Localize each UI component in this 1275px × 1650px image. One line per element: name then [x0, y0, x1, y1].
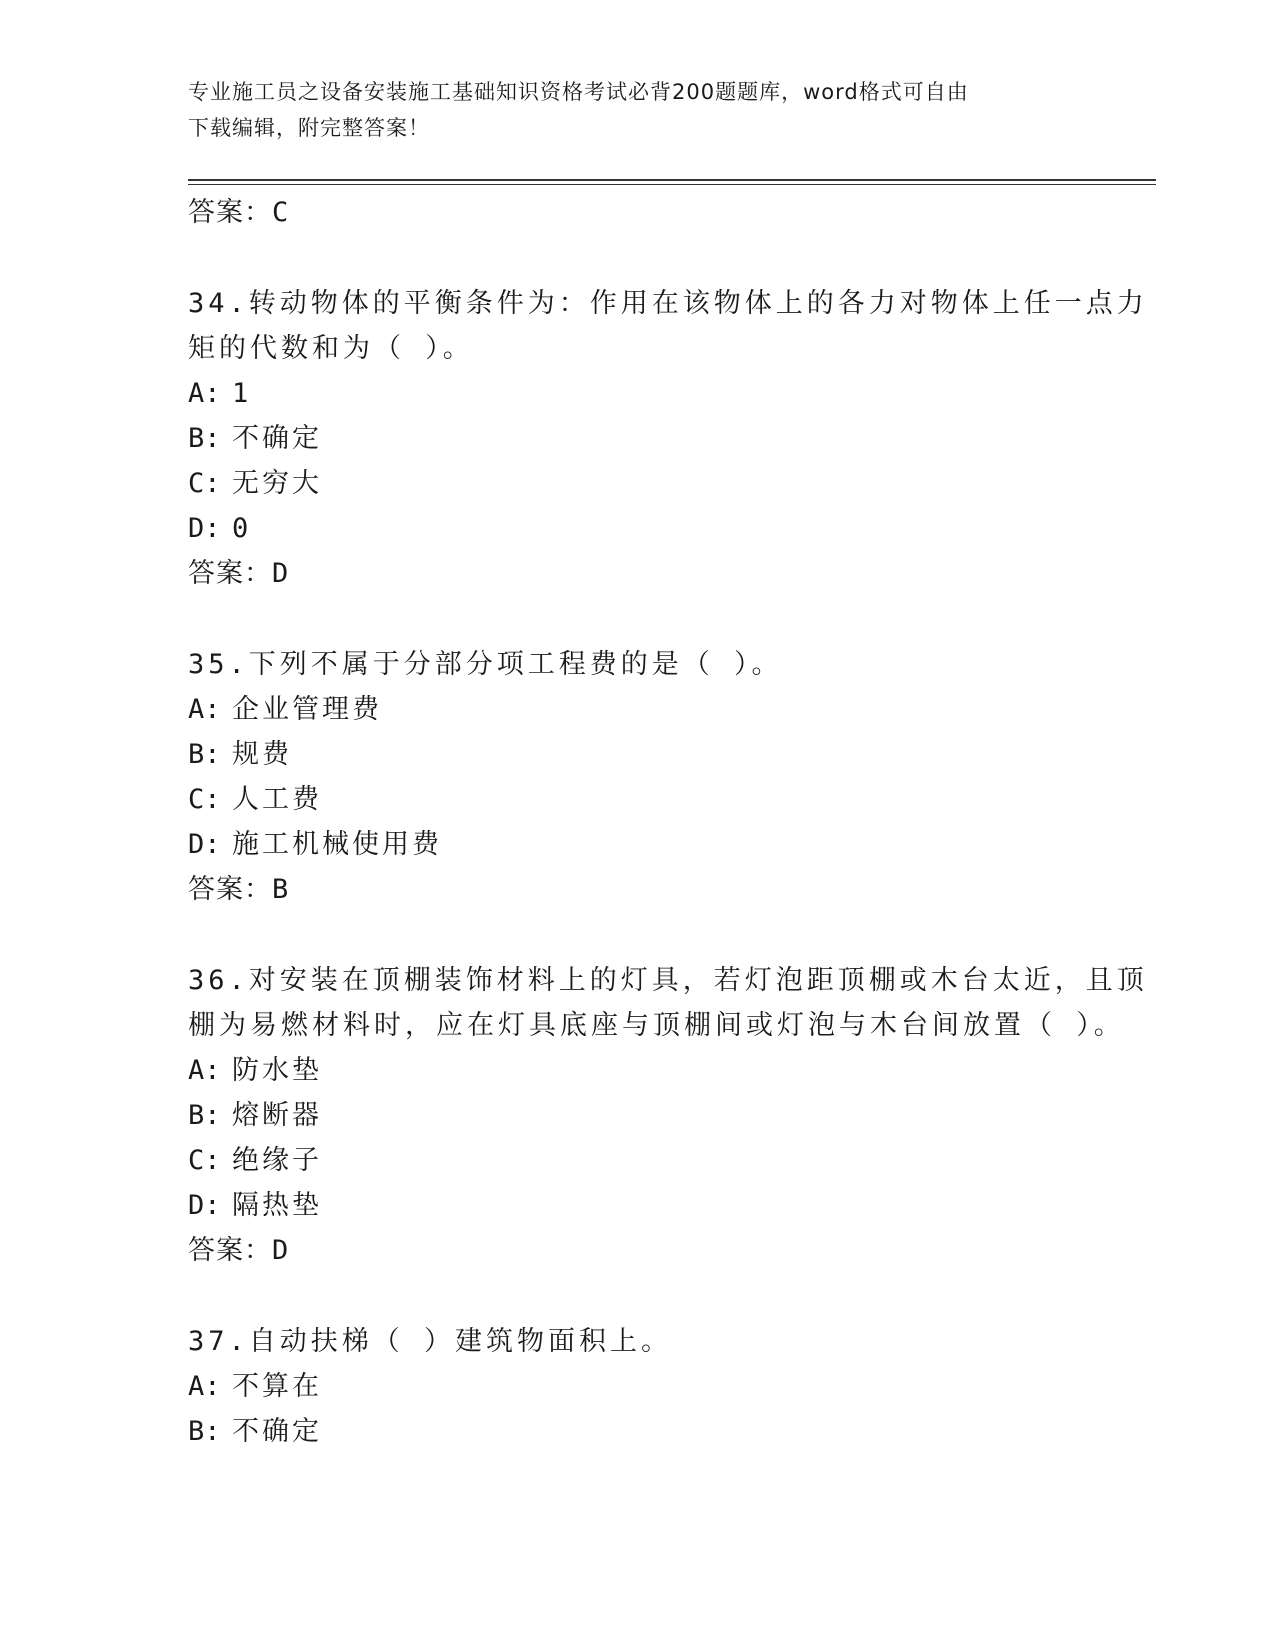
option-d — [188, 506, 1148, 551]
option-c — [188, 777, 1148, 822]
answer-label: 答案： — [188, 874, 272, 905]
option-text: 1 — [232, 378, 252, 409]
question-answer — [188, 551, 1148, 596]
option-b — [188, 1409, 1148, 1454]
question-block — [188, 281, 1148, 596]
option-letter: A: — [188, 1371, 221, 1402]
option-letter: D: — [188, 829, 221, 860]
question-list — [188, 190, 1148, 1454]
option-letter: C: — [188, 1145, 221, 1176]
question-text-line: 34.转动物体的平衡条件为：作用在该物体上的各力对物体上任一点力 — [188, 288, 1148, 319]
document-header — [188, 74, 1088, 146]
answer-label: 答案： — [188, 558, 272, 589]
question-block — [188, 958, 1148, 1273]
option-text: 不算在 — [232, 1371, 322, 1402]
answer-value: D — [272, 558, 290, 589]
option-letter: D: — [188, 1190, 221, 1221]
option-text: 不确定 — [232, 423, 322, 454]
option-a — [188, 371, 1148, 416]
spacer — [188, 235, 1148, 281]
option-letter: C: — [188, 468, 221, 499]
option-c — [188, 1138, 1148, 1183]
question-block — [188, 642, 1148, 912]
header-title-line-2: 下载编辑，附完整答案！ — [188, 116, 430, 140]
question-text-line: 棚为易燃材料时，应在灯具底座与顶棚间或灯泡与木台间放置（ ）。 — [188, 1010, 1125, 1041]
option-text: 企业管理费 — [232, 694, 382, 725]
option-a — [188, 1048, 1148, 1093]
answer-label: 答案： — [188, 197, 272, 228]
answer-value: C — [272, 197, 290, 228]
option-letter: B: — [188, 423, 221, 454]
option-text: 规费 — [232, 739, 292, 770]
option-d — [188, 1183, 1148, 1228]
option-b — [188, 1093, 1148, 1138]
option-text: 绝缘子 — [232, 1145, 322, 1176]
spacer — [188, 912, 1148, 958]
option-letter: D: — [188, 513, 221, 544]
option-letter: B: — [188, 1100, 221, 1131]
answer-value: D — [272, 1235, 290, 1266]
spacer — [188, 596, 1148, 642]
header-divider-thin — [188, 184, 1156, 185]
option-letter: B: — [188, 1416, 221, 1447]
header-title-line-1: 专业施工员之设备安装施工基础知识资格考试必背200题题库，word格式可自由 — [188, 80, 969, 104]
question-text-line: 矩的代数和为（ ）。 — [188, 333, 474, 364]
option-b — [188, 732, 1148, 777]
question-answer — [188, 1228, 1148, 1273]
question-text-line: 36.对安装在顶棚装饰材料上的灯具，若灯泡距顶棚或木台太近，且顶 — [188, 965, 1148, 996]
answer-label: 答案： — [188, 1235, 272, 1266]
option-text: 隔热垫 — [232, 1190, 322, 1221]
option-letter: C: — [188, 784, 221, 815]
spacer — [188, 1273, 1148, 1319]
option-text: 0 — [232, 513, 252, 544]
option-a — [188, 687, 1148, 732]
option-text: 不确定 — [232, 1416, 322, 1447]
option-letter: A: — [188, 1055, 221, 1086]
option-text: 无穷大 — [232, 468, 322, 499]
previous-answer — [188, 190, 1148, 235]
option-letter: A: — [188, 378, 221, 409]
option-letter: A: — [188, 694, 221, 725]
question-answer — [188, 867, 1148, 912]
question-text-line: 37.自动扶梯（ ）建筑物面积上。 — [188, 1326, 673, 1357]
option-a — [188, 1364, 1148, 1409]
option-text: 人工费 — [232, 784, 322, 815]
option-text: 防水垫 — [232, 1055, 322, 1086]
option-b — [188, 416, 1148, 461]
option-letter: B: — [188, 739, 221, 770]
answer-value: B — [272, 874, 290, 905]
option-text: 施工机械使用费 — [232, 829, 442, 860]
header-divider-thick — [188, 179, 1156, 181]
option-c — [188, 461, 1148, 506]
option-d — [188, 822, 1148, 867]
question-text-line: 35.下列不属于分部分项工程费的是（ ）。 — [188, 649, 783, 680]
option-text: 熔断器 — [232, 1100, 322, 1131]
question-block — [188, 1319, 1148, 1454]
